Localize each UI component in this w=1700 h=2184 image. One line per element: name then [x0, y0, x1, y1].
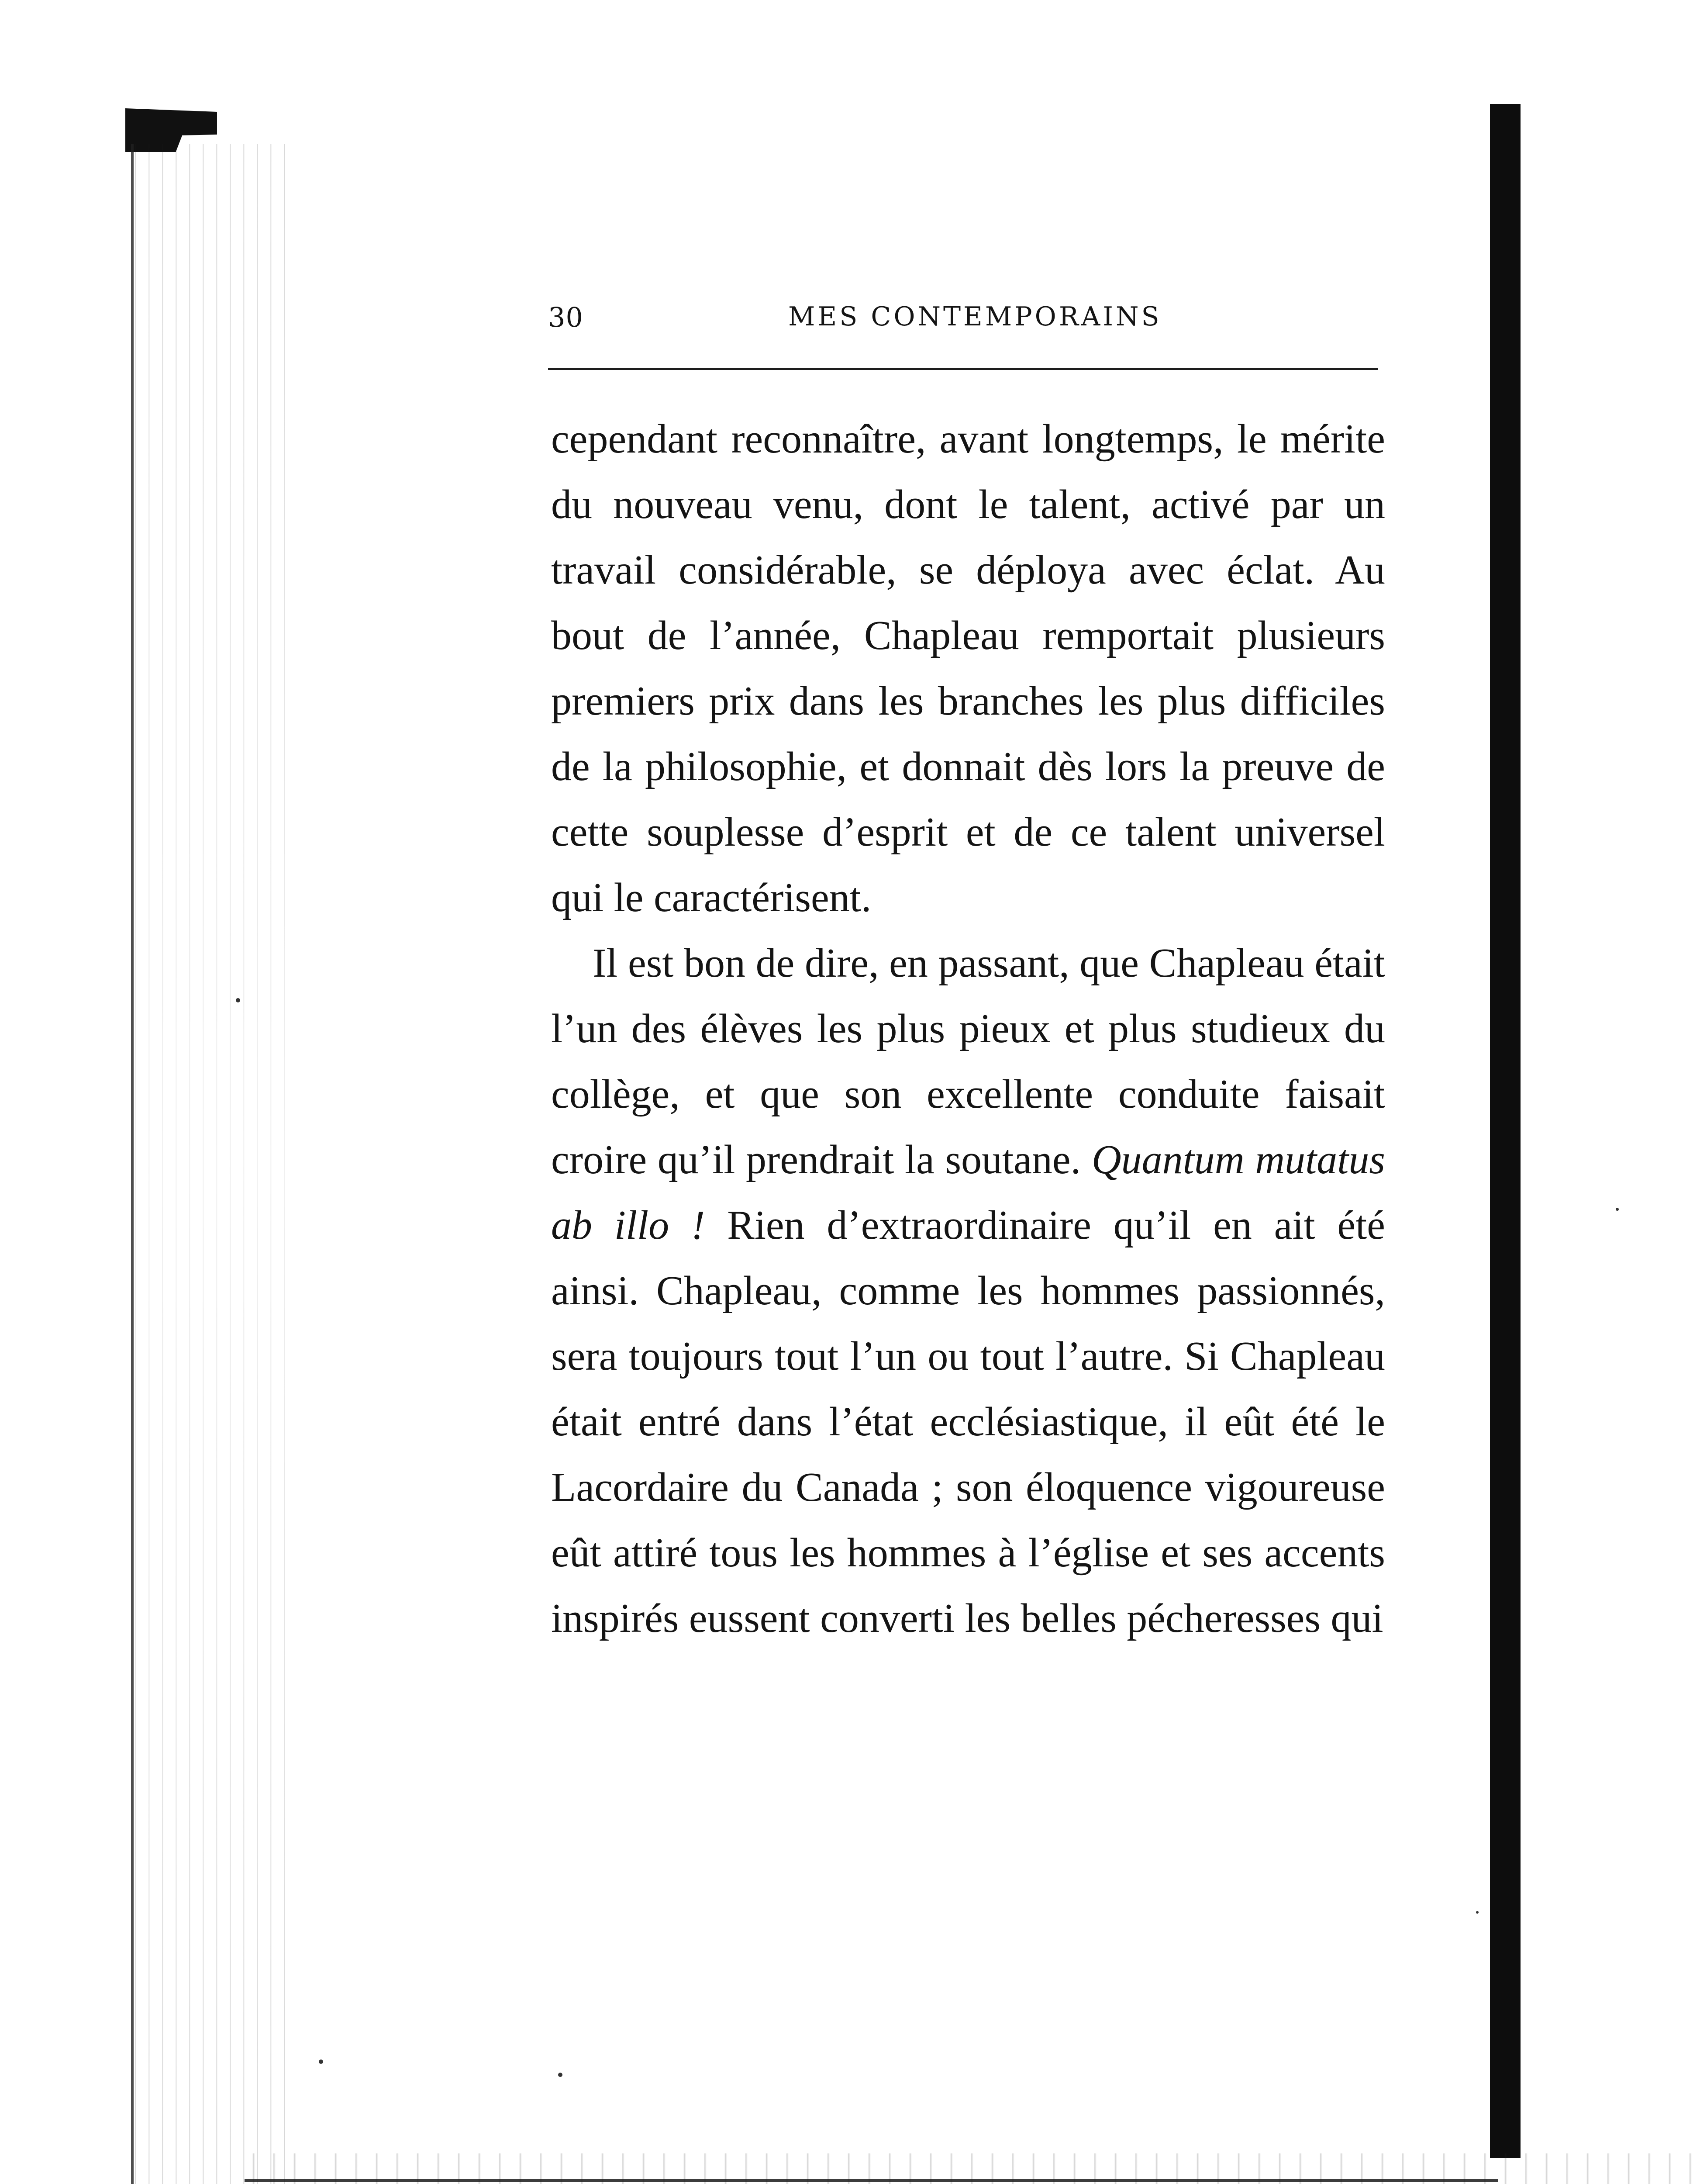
running-head — [548, 301, 1378, 349]
body-text — [551, 406, 1385, 1651]
running-title: MES CONTEMPORAINS — [788, 301, 1162, 332]
paragraph: cependant reconnaître, avant longtemps, le mérite du nouveau venu, dont le talent, activé par un travail considérable, se déploya avec éclat. Au bout de l’année, Chapleau remportait plusieurs premiers prix dans les branches les plus difficiles de la philosophie, et donnait dès lors la preuve de cette souplesse d’esprit et de ce talent universel qui le caractérisent. — [551, 416, 1385, 920]
scan-speck — [1476, 1911, 1479, 1914]
scan-speck — [558, 2073, 562, 2077]
paragraph — [551, 930, 1385, 1651]
left-edge-line — [131, 144, 134, 2184]
bottom-edge-line — [245, 2179, 1498, 2182]
left-page-edge — [131, 144, 288, 2184]
scan-speck — [236, 998, 240, 1002]
paragraph-text: Il est bon de dire, en passant, que Chapleau était l’un des élèves les plus pieux et plus studieux du collège, et que son excellente conduite faisait croire qu’il prendrait la soutane. — [551, 940, 1385, 1182]
header-rule — [548, 368, 1378, 370]
binding-shadow — [1490, 104, 1521, 2158]
page-number: 30 — [548, 301, 583, 333]
latin-quotation: Quantum mutatus ab illo ! — [551, 1137, 1385, 1248]
scan-speck — [319, 2060, 323, 2064]
paragraph-text: Rien d’extraordinaire qu’il en ait été ainsi. Chapleau, comme les hommes passionnés, sera toujours tout l’un ou tout l’autre. Si Chapleau était entré dans l’état ecclésiastique, il eût été le Lacordaire du Canada ; son éloquence vigoureuse eût attiré tous les hommes à l’église et ses accents inspirés eussent converti les belles pécheresses qui — [551, 1203, 1385, 1641]
scan-speck — [1616, 1208, 1619, 1211]
